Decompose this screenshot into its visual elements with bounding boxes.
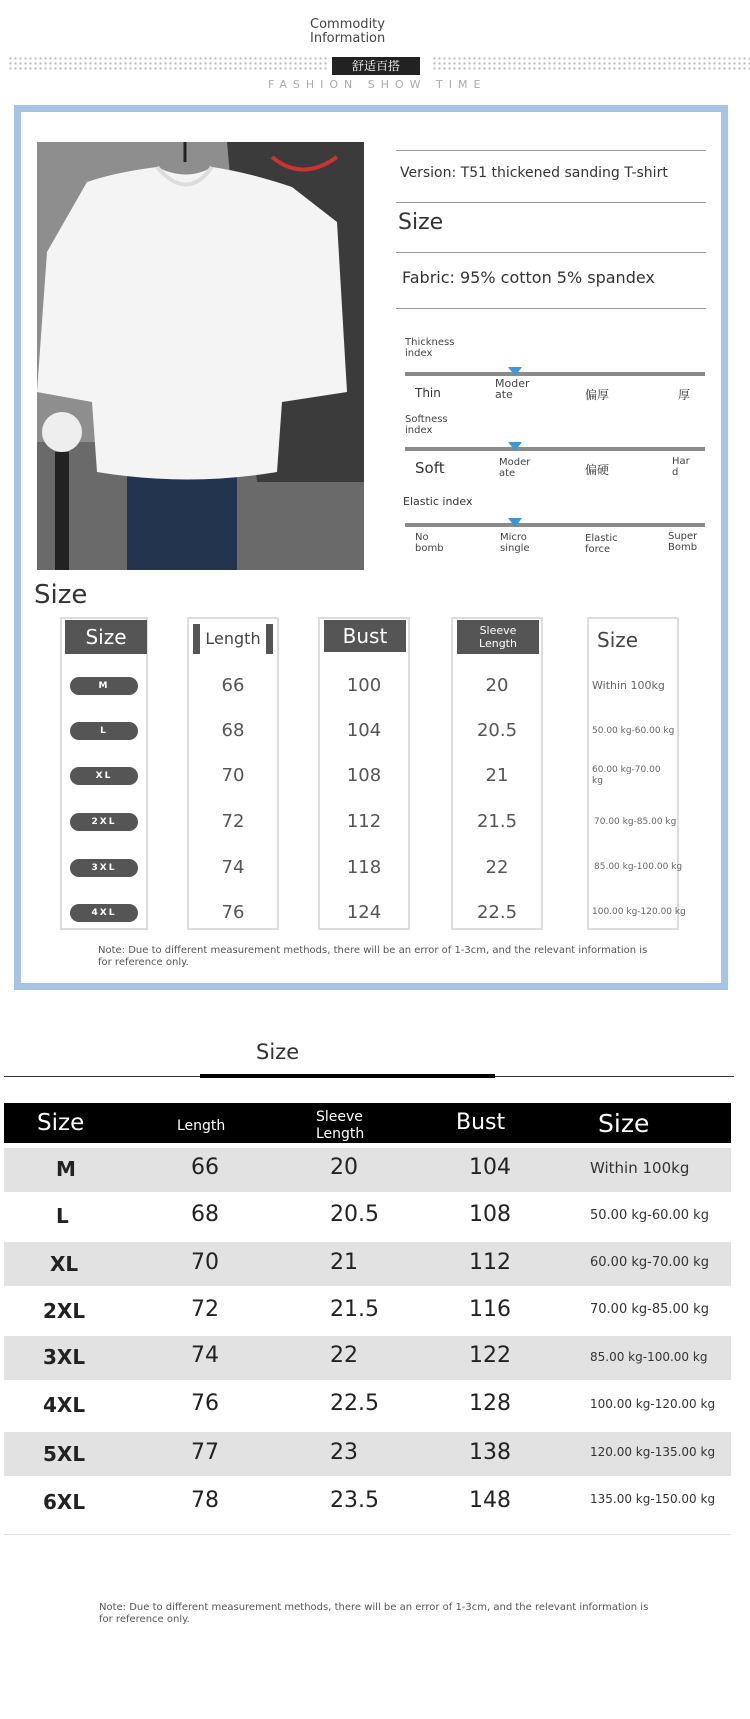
chart1-weight-value: 85.00 kg-100.00 kg <box>594 862 683 872</box>
chart1-title: Size <box>34 580 88 610</box>
softness-bar <box>405 447 705 451</box>
chart1-length-value: 66 <box>221 675 245 696</box>
chart2-length-cell: 68 <box>191 1202 219 1227</box>
chart2-title: Size <box>256 1040 300 1064</box>
chart1-size-pill: 4XL <box>70 904 138 922</box>
chart1-weight-value: 70.00 kg-85.00 kg <box>594 817 677 827</box>
header-cn-label: 舒适百搭 <box>332 57 420 75</box>
chart2-size-cell: 3XL <box>43 1345 86 1369</box>
elastic-bar <box>405 523 705 527</box>
elastic-index-label: Elastic index <box>403 495 473 508</box>
chart2-size-cell: 6XL <box>43 1490 86 1514</box>
chart2-bust-cell: 148 <box>469 1488 511 1513</box>
chart2-header-weight: Size <box>598 1109 650 1138</box>
thickness-opt-thin: Thin <box>415 386 441 400</box>
chart1-sleeve-value: 21 <box>485 765 509 786</box>
chart2-header-size: Size <box>37 1110 85 1136</box>
chart2-sleeve-cell: 20 <box>330 1155 358 1180</box>
chart1-bust-value: 124 <box>346 902 382 923</box>
chart2-header-length: Length <box>177 1118 226 1134</box>
chart2-sleeve-cell: 20.5 <box>330 1202 379 1227</box>
chart1-sleeve-value: 20.5 <box>476 720 518 741</box>
softness-opt-moderate: Moder ate <box>499 457 531 479</box>
chart2-bust-cell: 104 <box>469 1155 511 1180</box>
chart2-length-cell: 72 <box>191 1297 219 1322</box>
chart2-length-cell: 74 <box>191 1343 219 1368</box>
chart2-bust-cell: 122 <box>469 1343 511 1368</box>
chart1-sleeve-value: 22.5 <box>476 902 518 923</box>
chart2-sleeve-cell: 22.5 <box>330 1391 379 1416</box>
chart1-bust-value: 100 <box>346 675 382 696</box>
chart1-sleeve-value: 21.5 <box>476 811 518 832</box>
chart2-weight-cell: 120.00 kg-135.00 kg <box>590 1445 716 1459</box>
chart2-sleeve-cell: 23 <box>330 1440 358 1465</box>
chart2-bust-cell: 108 <box>469 1202 511 1227</box>
elastic-opt-micro-single: Micro single <box>500 532 530 554</box>
chart1-size-pill: M <box>70 677 138 695</box>
thickness-marker-icon <box>508 367 522 376</box>
chart1-header-bust: Bust <box>324 620 406 652</box>
thickness-opt-3: 偏厚 <box>585 388 610 402</box>
chart1-bust-value: 108 <box>346 765 382 786</box>
chart2-title-rule-accent <box>200 1074 495 1078</box>
chart2-size-cell: 5XL <box>43 1442 86 1466</box>
chart1-size-pill: 3XL <box>70 859 138 877</box>
chart2-header-bust: Bust <box>456 1110 506 1135</box>
chart1-bust-value: 112 <box>346 811 382 832</box>
chart1-weight-value: 50.00 kg-60.00 kg <box>592 726 675 736</box>
chart1-sleeve-value: 22 <box>485 857 509 878</box>
info-divider <box>396 202 706 203</box>
tshirt-illustration <box>37 142 364 570</box>
chart2-length-cell: 76 <box>191 1391 219 1416</box>
chart1-header-weight: Size <box>597 628 639 652</box>
info-divider <box>396 308 706 309</box>
chart1-header-size: Size <box>65 620 147 654</box>
dot-pattern-left <box>8 56 328 72</box>
chart2-weight-cell: 85.00 kg-100.00 kg <box>590 1350 708 1364</box>
chart2-header-sleeve: Sleeve Length <box>316 1109 365 1142</box>
softness-opt-hard: Har d <box>672 456 690 478</box>
chart2-weight-cell: 50.00 kg-60.00 kg <box>590 1208 709 1223</box>
chart2-weight-cell: 70.00 kg-85.00 kg <box>590 1302 709 1317</box>
chart1-length-value: 74 <box>221 857 245 878</box>
elastic-marker-icon <box>508 518 522 527</box>
header-subtitle: FASHION SHOW TIME <box>268 78 487 91</box>
chart1-size-pill: XL <box>70 767 138 785</box>
chart2-sleeve-cell: 21.5 <box>330 1297 379 1322</box>
chart2-bust-cell: 138 <box>469 1440 511 1465</box>
chart2-bust-cell: 116 <box>469 1297 511 1322</box>
chart1-size-pill: 2XL <box>70 813 138 831</box>
chart2-bottom-rule <box>4 1534 731 1535</box>
chart1-length-value: 70 <box>221 765 245 786</box>
chart1-size-pill: L <box>70 722 138 740</box>
chart2-weight-cell: 60.00 kg-70.00 kg <box>590 1255 709 1270</box>
chart2-length-cell: 78 <box>191 1488 219 1513</box>
elastic-opt-super-bomb: Super Bomb <box>668 531 698 553</box>
chart2-size-cell: L <box>56 1204 69 1228</box>
chart2-sleeve-cell: 21 <box>330 1250 358 1275</box>
chart2-weight-cell: 100.00 kg-120.00 kg <box>590 1397 716 1411</box>
chart1-weight-value: 100.00 kg-120.00 kg <box>592 907 686 917</box>
chart2-bust-cell: 112 <box>469 1250 511 1275</box>
product-photo <box>37 142 364 570</box>
chart1-bust-value: 118 <box>346 857 382 878</box>
chart1-weight-value: Within 100kg <box>592 679 665 692</box>
softness-opt-3: 偏硬 <box>585 463 610 477</box>
chart1-header-length: Length <box>193 624 273 654</box>
chart1-length-value: 76 <box>221 902 245 923</box>
dot-pattern-right <box>432 56 750 72</box>
chart2-length-cell: 77 <box>191 1440 219 1465</box>
chart1-weight-value: 60.00 kg-70.00 kg <box>592 765 661 786</box>
softness-marker-icon <box>508 442 522 451</box>
chart2-length-cell: 70 <box>191 1250 219 1275</box>
chart2-size-cell: 2XL <box>43 1299 86 1323</box>
info-divider <box>396 150 706 151</box>
chart1-length-value: 68 <box>221 720 245 741</box>
fabric-text: Fabric: 95% cotton 5% spandex <box>402 268 655 287</box>
chart2-size-cell: 4XL <box>43 1393 86 1417</box>
chart2-size-cell: M <box>56 1157 76 1181</box>
chart2-sleeve-cell: 22 <box>330 1343 358 1368</box>
thickness-index-label: Thickness index <box>405 337 455 359</box>
chart2-size-cell: XL <box>50 1252 79 1276</box>
softness-index-label: Softness index <box>405 414 448 436</box>
chart2-weight-cell: 135.00 kg-150.00 kg <box>590 1492 716 1506</box>
size-label: Size <box>398 210 444 235</box>
thickness-bar <box>405 372 705 376</box>
chart2-sleeve-cell: 23.5 <box>330 1488 379 1513</box>
elastic-opt-no-bomb: No bomb <box>415 532 444 554</box>
thickness-opt-moderate: Moder ate <box>495 377 530 401</box>
info-divider <box>396 252 706 253</box>
chart1-header-sleeve: Sleeve Length <box>457 620 539 654</box>
thickness-opt-4: 厚 <box>678 388 691 402</box>
chart2-bust-cell: 128 <box>469 1391 511 1416</box>
chart1-sleeve-value: 20 <box>485 675 509 696</box>
chart2-note: Note: Due to different measurement methods, there will be an error of 1-3cm, and the relevant information is for reference only. <box>99 1602 649 1625</box>
version-text: Version: T51 thickened sanding T-shirt <box>400 165 668 181</box>
chart2-length-cell: 66 <box>191 1155 219 1180</box>
chart1-note: Note: Due to different measurement methods, there will be an error of 1-3cm, and the relevant information is for reference only. <box>98 945 648 968</box>
elastic-opt-elastic-force: Elastic force <box>585 533 618 555</box>
chart1-length-value: 72 <box>221 811 245 832</box>
softness-opt-soft: Soft <box>415 459 445 477</box>
chart2-weight-cell: Within 100kg <box>590 1159 690 1177</box>
chart1-bust-value: 104 <box>346 720 382 741</box>
header-title: Commodity Information <box>310 17 386 46</box>
